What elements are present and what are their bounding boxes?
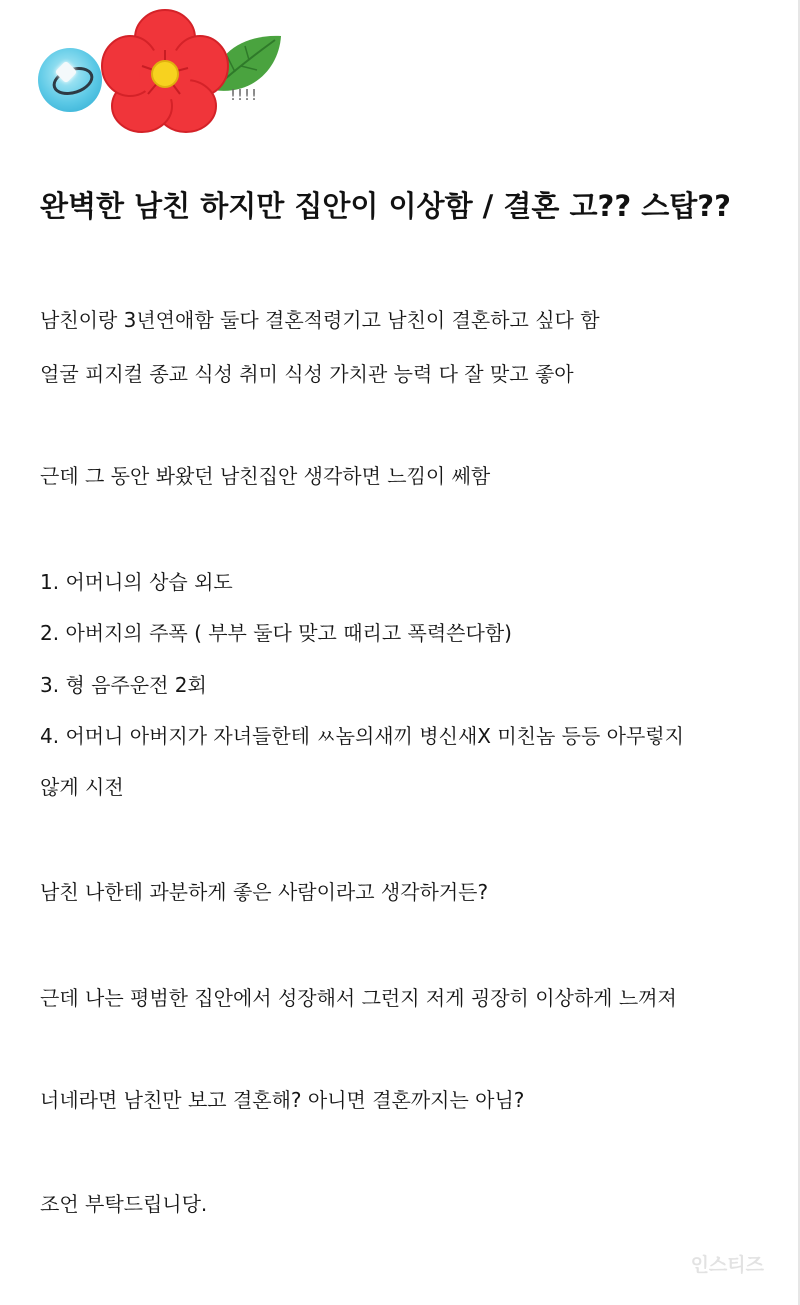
ring-avatar-icon — [38, 48, 102, 112]
hibiscus-flower-icon — [100, 8, 230, 138]
decoration-text: !!!! — [230, 86, 259, 104]
post-line: 얼굴 피지컬 종교 식성 취미 식성 가치관 능력 다 잘 맞고 좋아 — [40, 362, 574, 386]
post-line: 근데 그 동안 봐왔던 남친집안 생각하면 느낌이 쎄함 — [40, 464, 491, 488]
post-line: 남친이랑 3년연애함 둘다 결혼적령기고 남친이 결혼하고 싶다 함 — [40, 308, 600, 332]
post-line: 근데 나는 평범한 집안에서 성장해서 그런지 저게 굉장히 이상하게 느껴져 — [40, 986, 677, 1010]
post-line: 남친 나한테 과분하게 좋은 사람이라고 생각하거든? — [40, 880, 489, 904]
post-line: 조언 부탁드립니당. — [40, 1192, 208, 1216]
post-line: 2. 아버지의 주폭 ( 부부 둘다 맞고 때리고 폭력쓴다함) — [40, 621, 512, 645]
post-line: 너네라면 남친만 보고 결혼해? 아니면 결혼까지는 아님? — [40, 1088, 525, 1112]
post-line: 않게 시전 — [40, 775, 124, 799]
header-decoration — [30, 8, 290, 138]
watermark: 인스티즈 — [690, 1254, 764, 1276]
post-title: 완벽한 남친 하지만 집안이 이상함 / 결혼 고?? 스탑?? — [40, 189, 731, 223]
post-line: 4. 어머니 아버지가 자녀들한테 ㅆ놈의새끼 병신새X 미친놈 등등 아무렇지 — [40, 724, 684, 748]
post-line: 3. 형 음주운전 2회 — [40, 673, 207, 697]
post-line: 1. 어머니의 상습 외도 — [40, 570, 233, 594]
